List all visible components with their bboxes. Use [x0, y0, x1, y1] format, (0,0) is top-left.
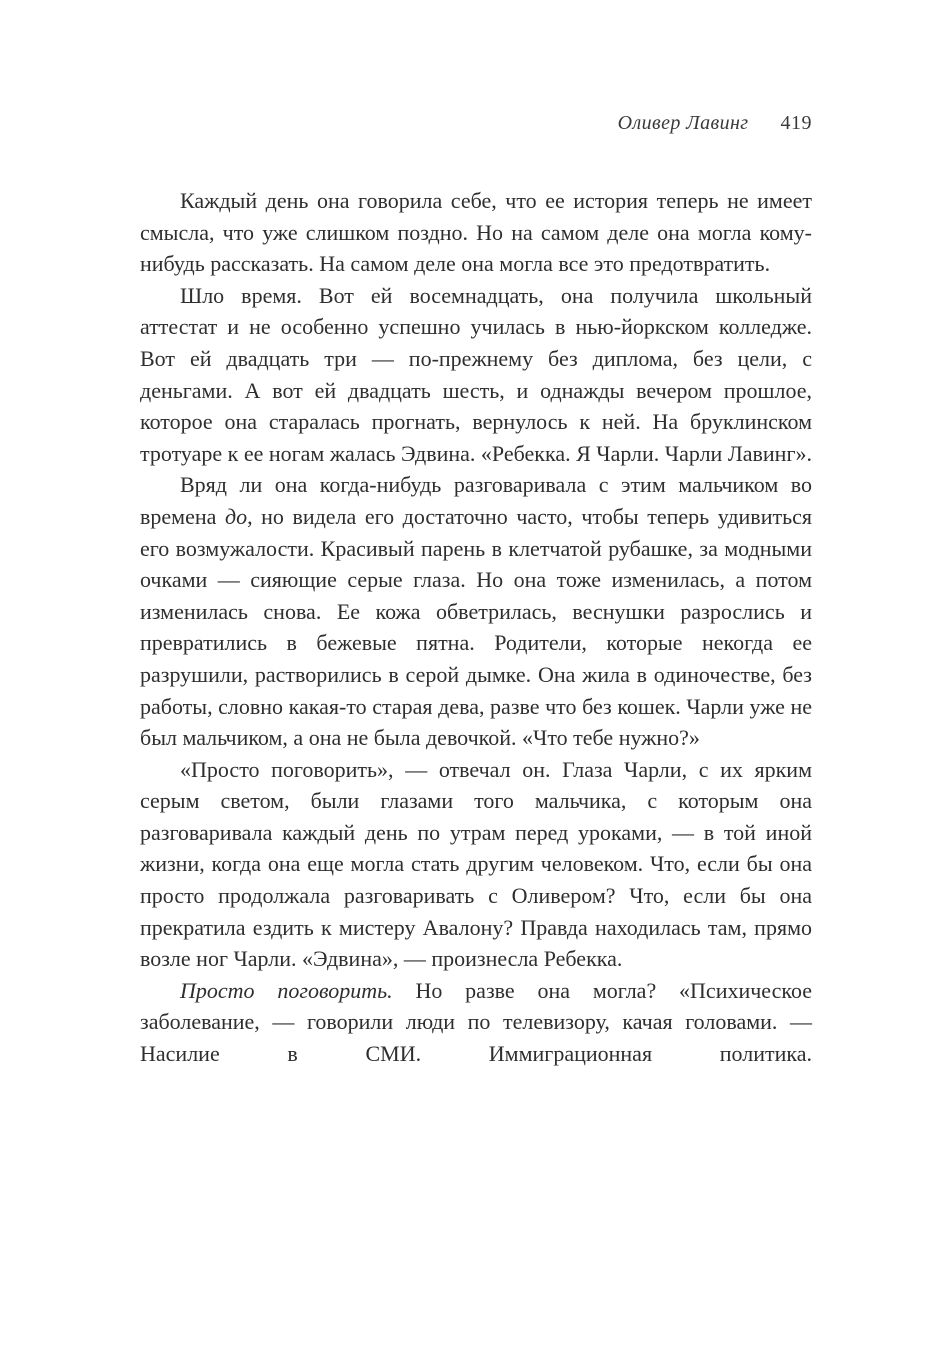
text-run: Шло время. Вот ей восемнадцать, она получила школьный аттестат и не особенно успешно училась в нью-йоркском колледже. Вот ей двадцать три — по-прежнему без диплома, без цели, с деньгами. А вот ей двадцать шесть, и однажды вечером прошлое, которое она старалась прогнать, вернулось к ней. На бруклинском тротуаре к ее ногам жалась Эдвина. «Ребекка. Я Чарли. Чарли Лавинг».	[140, 282, 812, 466]
page-number: 419	[780, 112, 812, 134]
text-run: Каждый день она говорила себе, что ее история теперь не имеет смысла, что уже слишком поздно. Но на самом деле она могла кому-нибудь рассказать. На самом деле она могла все это предотвратить.	[140, 188, 812, 277]
page-body	[140, 185, 812, 1070]
paragraph	[140, 975, 812, 1070]
text-block	[140, 112, 812, 1070]
text-run: Вряд ли она когда-нибудь разговаривала с этим мальчиком во времена	[140, 472, 812, 529]
italic-text-run: до	[224, 503, 248, 529]
running-header	[140, 112, 812, 135]
italic-text-run: Просто поговорить.	[180, 977, 393, 1003]
running-header-title: Оливер Лавинг	[617, 112, 749, 134]
text-run: , но видела его достаточно часто, чтобы теперь удивиться его возмужалости. Красивый парень в клетчатой рубашке, за модными очками — сияющие серые глаза. Но она тоже изменилась, а потом изменилась снова. Ее кожа обветрилась, веснушки разрослись и превратились в бежевые пятна. Родители, которые некогда ее разрушили, растворились в серой дымке. Она жила в одиночестве, без работы, словно какая-то старая дева, разве что без кошек. Чарли уже не был мальчиком, а она не была девочкой. «Что тебе нужно?»	[140, 503, 812, 751]
text-run: Но разве она могла? «Психическое заболевание, — говорили люди по телевизору, качая головами. — Насилие в СМИ. Иммиграционная политика.	[140, 977, 812, 1067]
paragraph	[140, 469, 812, 753]
paragraph	[140, 754, 812, 975]
paragraph	[140, 185, 812, 280]
paragraph	[140, 280, 812, 470]
text-run: «Просто поговорить», — отвечал он. Глаза Чарли, с их ярким серым светом, были глазами того мальчика, с которым она разговаривала каждый день по утрам перед уроками, — в той иной жизни, когда она еще могла стать другим человеком. Что, если бы она просто продолжала разговаривать с Оливером? Что, если бы она прекратила ездить к мистеру Авалону? Правда находилась там, прямо возле ног Чарли. «Эдвина», — произнесла Ребекка.	[140, 756, 812, 972]
